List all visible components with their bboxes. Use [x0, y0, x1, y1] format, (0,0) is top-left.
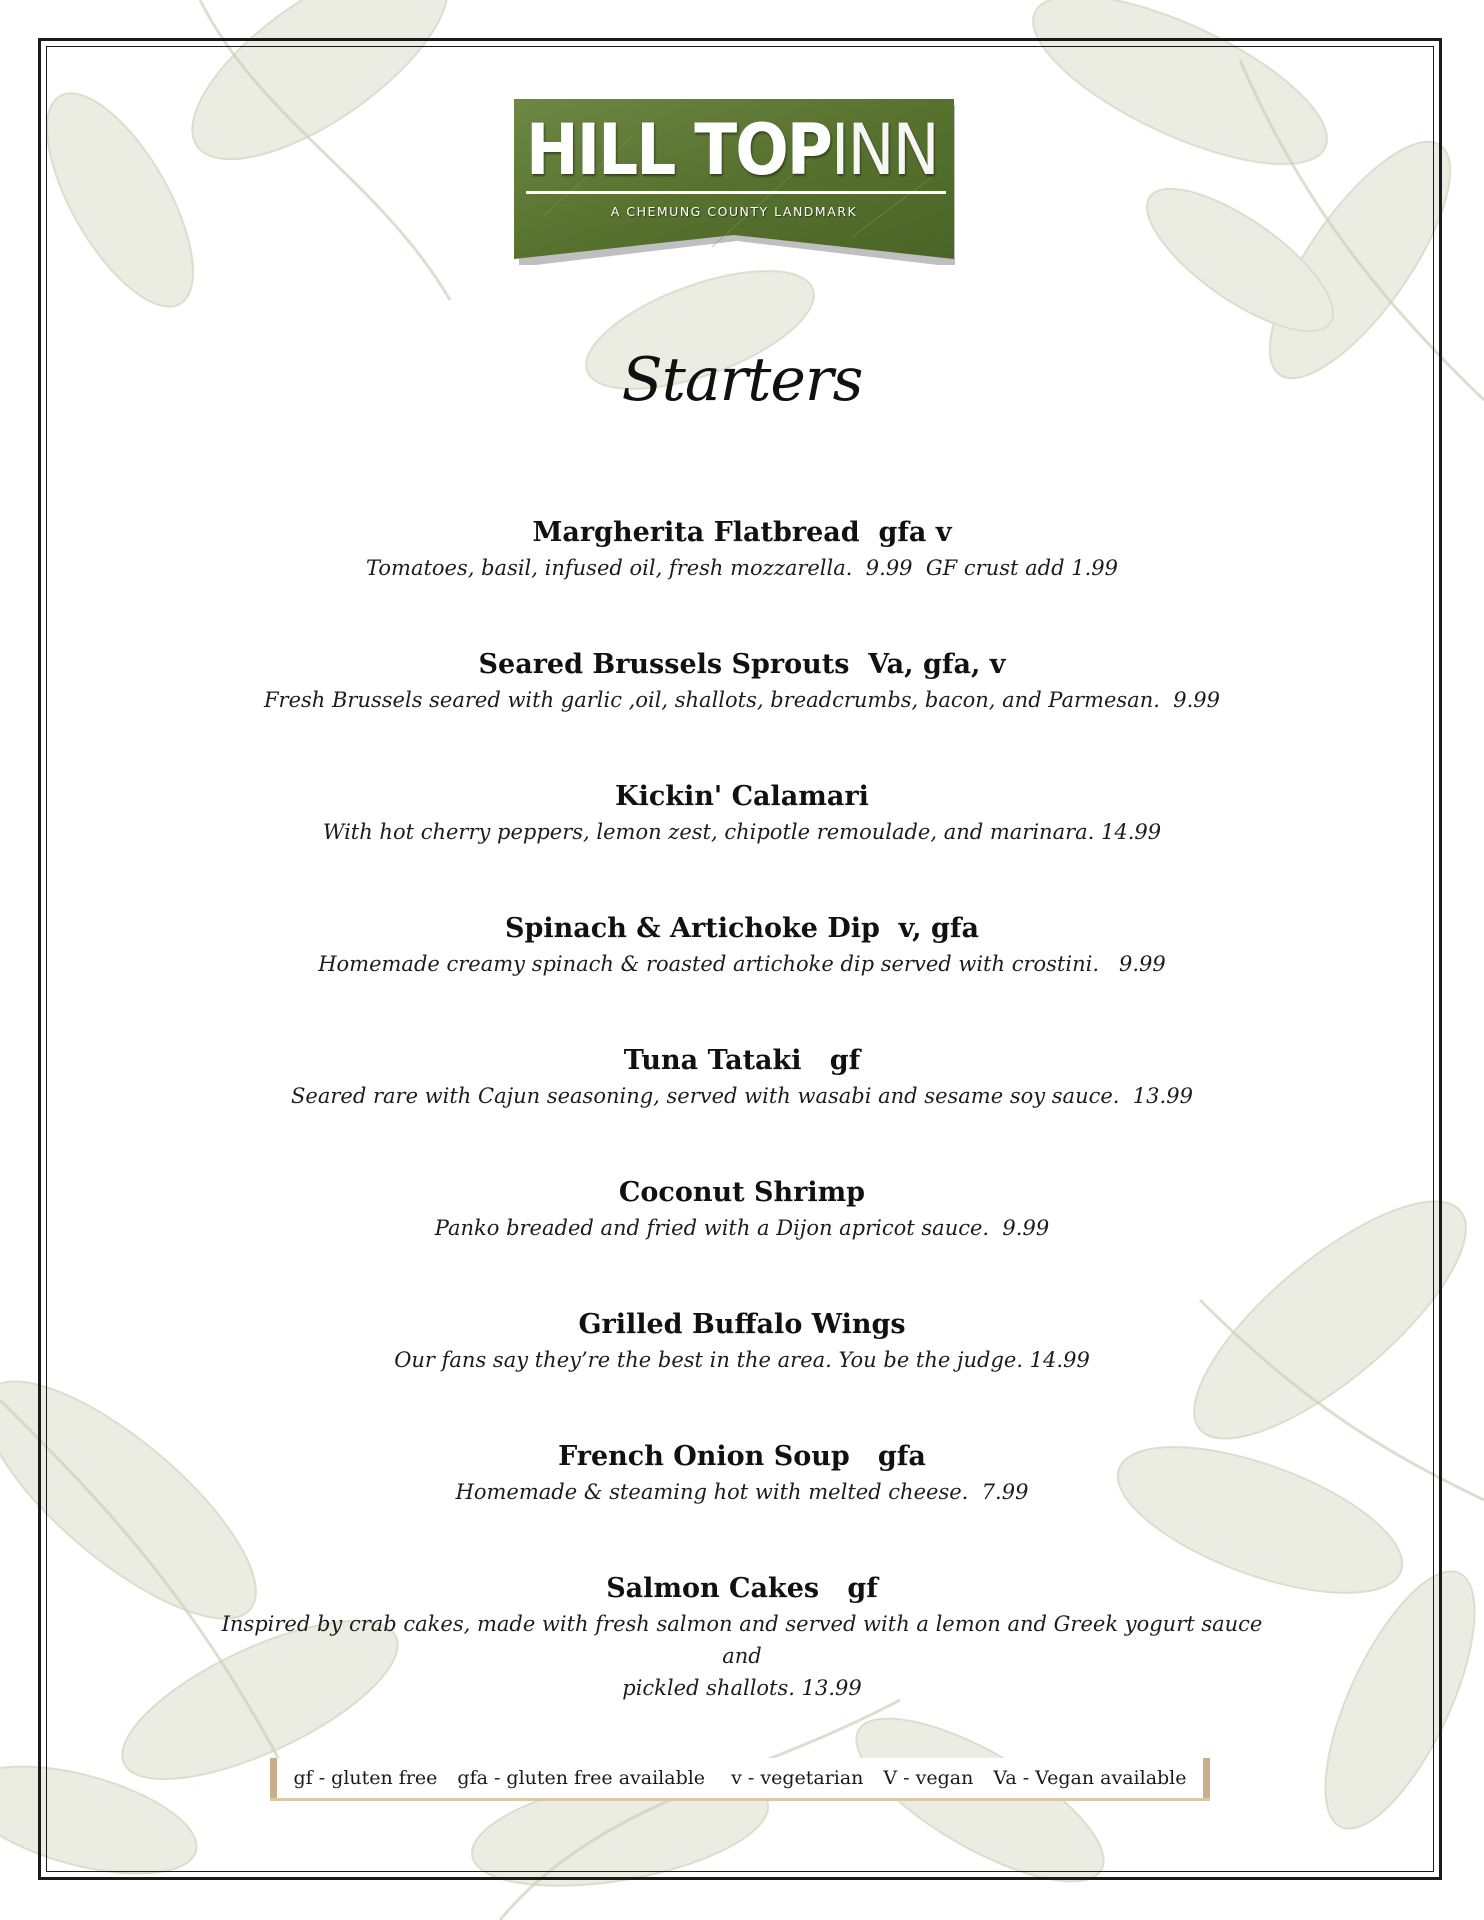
menu-item-desc: Homemade creamy spinach & roasted artichoke dip served with crostini. 9.99	[318, 952, 1166, 976]
menu-item-name: Tuna Tataki gf	[623, 1045, 861, 1076]
menu-item-desc: Our fans say they’re the best in the area. You be the judge. 14.99	[394, 1348, 1090, 1372]
logo-wordmark-bold: HILL TOP	[526, 109, 831, 191]
menu-item-desc: Tomatoes, basil, infused oil, fresh mozzarella. 9.99 GF crust add 1.99	[366, 556, 1118, 580]
menu-item-name: Kickin' Calamari	[615, 781, 869, 812]
legend-vegan-available: Va - Vegan available	[993, 1767, 1187, 1789]
menu-item	[200, 910, 1284, 1042]
menu-items	[200, 514, 1284, 1702]
menu-item	[200, 1570, 1284, 1702]
menu-item-desc: Panko breaded and fried with a Dijon apricot sauce. 9.99	[434, 1216, 1050, 1240]
logo-wordmark-light: INN	[830, 109, 938, 191]
hill-top-inn-logo	[512, 97, 956, 265]
menu-item-desc: Inspired by crab cakes, made with fresh salmon and served with a lemon and Greek yogurt sauce and pickled shallots. 13.99	[221, 1612, 1263, 1700]
menu-item-name: Salmon Cakes gf	[606, 1573, 878, 1604]
menu-item	[200, 514, 1284, 646]
legend-gfa: gfa - gluten free available	[457, 1767, 712, 1789]
menu-item	[200, 1174, 1284, 1306]
legend-gf: gf - gluten free	[293, 1767, 438, 1789]
menu-item	[200, 1438, 1284, 1570]
menu-item-name: French Onion Soup gfa	[558, 1441, 926, 1472]
legend-vegetarian: v - vegetarian	[731, 1767, 864, 1789]
menu-item-name: Spinach & Artichoke Dip v, gfa	[505, 913, 979, 944]
menu-item-desc: Seared rare with Cajun seasoning, served with wasabi and sesame soy sauce. 13.99	[291, 1084, 1193, 1108]
menu-item-desc: Homemade & steaming hot with melted cheese. 7.99	[455, 1480, 1029, 1504]
menu-item-name: Grilled Buffalo Wings	[578, 1309, 906, 1340]
menu-item-desc: With hot cherry peppers, lemon zest, chipotle remoulade, and marinara. 14.99	[322, 820, 1162, 844]
menu-item	[200, 646, 1284, 778]
menu-item-name: Margherita Flatbread gfa v	[532, 517, 952, 548]
menu-item-name: Coconut Shrimp	[618, 1177, 866, 1208]
menu-item-desc: Fresh Brussels seared with garlic ,oil, shallots, breadcrumbs, bacon, and Parmesan. 9.99	[263, 688, 1220, 712]
menu-item	[200, 778, 1284, 910]
dietary-legend	[270, 1758, 1210, 1798]
legend-vegan: V - vegan	[883, 1767, 974, 1789]
logo-rule	[526, 191, 946, 194]
logo-wordmark	[526, 109, 946, 191]
section-title: Starters	[621, 345, 863, 415]
menu-item	[200, 1306, 1284, 1438]
menu-item	[200, 1042, 1284, 1174]
logo-tagline: A CHEMUNG COUNTY LANDMARK	[610, 204, 858, 219]
menu-item-name: Seared Brussels Sprouts Va, gfa, v	[478, 649, 1006, 680]
